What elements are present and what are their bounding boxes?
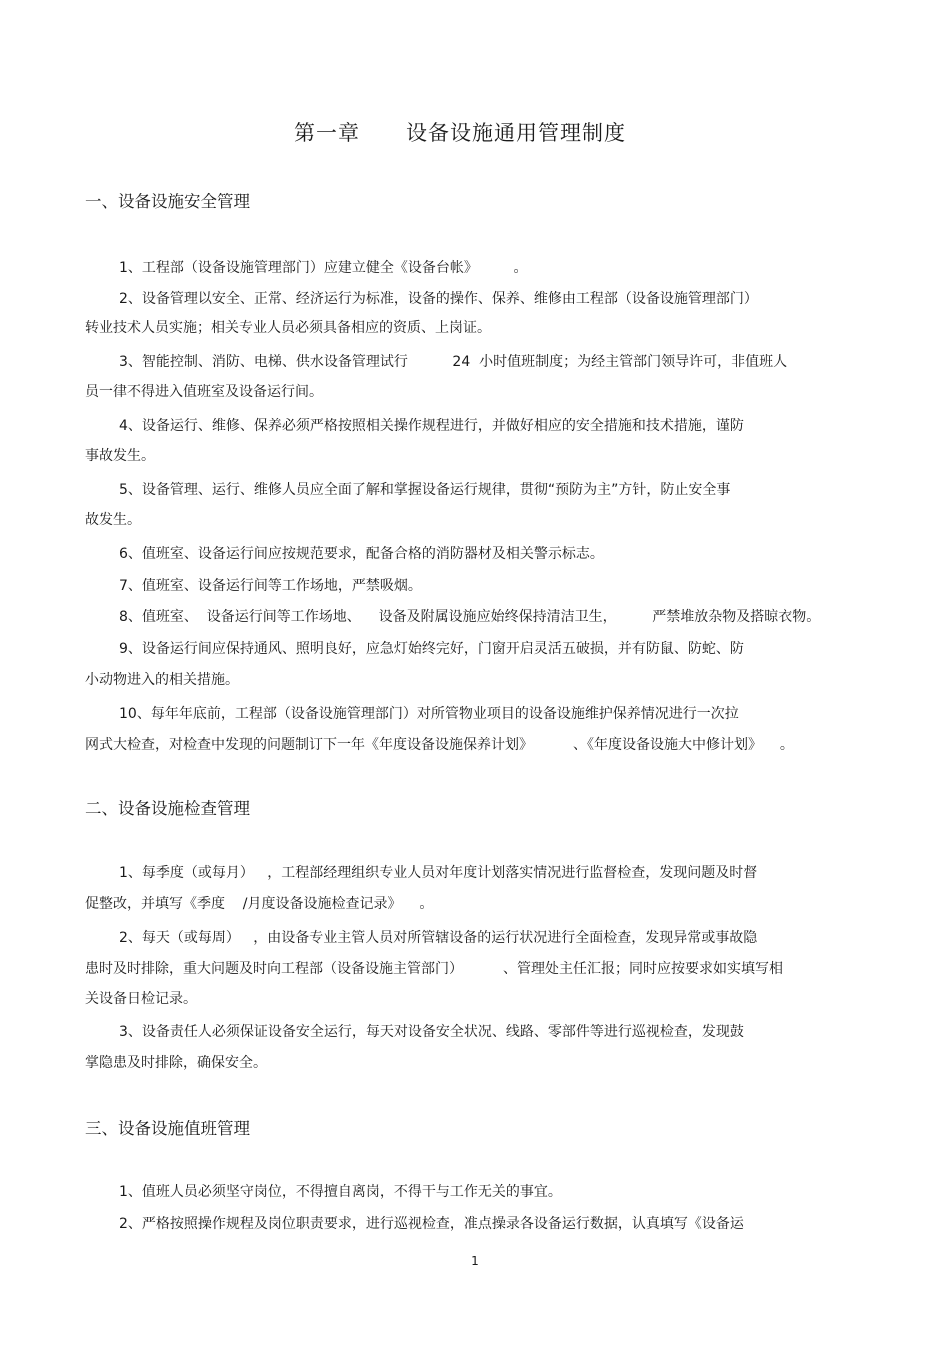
paragraph-line: 10、每年年底前，工程部（设备设施管理部门）对所管物业项目的设备设施维护保养情况进行一次拉 <box>119 706 739 722</box>
paragraph-line: 关设备日检记录。 <box>85 991 197 1007</box>
paragraph-line: 7、值班室、设备运行间等工作场地，严禁吸烟。 <box>119 578 422 594</box>
section-heading-duty: 三、设备设施值班管理 <box>85 1119 250 1138</box>
paragraph-line: 4、设备运行、维修、保养必须严格按照相关操作规程进行，并做好相应的安全措施和技术措施，谨防 <box>119 418 744 434</box>
paragraph-line: 员一律不得进入值班室及设备运行间。 <box>85 384 323 400</box>
paragraph-line: 故发生。 <box>85 512 141 528</box>
paragraph-line: 2、每天（或每周） ，由设备专业主管人员对所管辖设备的运行状况进行全面检查，发现异常或事故隐 <box>119 930 758 946</box>
paragraph-line: 事故发生。 <box>85 448 155 464</box>
paragraph-line: 1、值班人员必须坚守岗位，不得擅自离岗，不得干与工作无关的事宜。 <box>119 1184 562 1200</box>
paragraph-line: 患时及时排除，重大问题及时向工程部（设备设施主管部门） 、管理处主任汇报；同时应按要求如实填写相 <box>85 961 784 977</box>
paragraph-line: 掌隐患及时排除，确保安全。 <box>85 1055 267 1071</box>
paragraph-line: 5、设备管理、运行、维修人员应全面了解和掌握设备运行规律，贯彻“预防为主”方针，防止安全事 <box>119 482 731 498</box>
paragraph-line: 1、工程部（设备设施管理部门）应建立健全《设备台帐》 。 <box>119 260 528 276</box>
paragraph-line: 促整改，并填写《季度 /月度设备设施检查记录》 。 <box>85 896 434 912</box>
paragraph-line: 小动物进入的相关措施。 <box>85 672 239 688</box>
paragraph-line: 8、值班室、 设备运行间等工作场地、 设备及附属设施应始终保持清洁卫生， 严禁堆放杂物及搭晾衣物。 <box>119 609 821 625</box>
section-heading-safety: 一、设备设施安全管理 <box>85 192 250 211</box>
chapter-title: 第一章 设备设施通用管理制度 <box>293 121 627 145</box>
paragraph-line: 2、严格按照操作规程及岗位职责要求，进行巡视检查，准点操录各设备运行数据，认真填写《设备运 <box>119 1216 744 1232</box>
paragraph-line: 9、设备运行间应保持通风、照明良好，应急灯始终完好，门窗开启灵活五破损，并有防鼠、防蛇、防 <box>119 641 744 657</box>
section-heading-inspection: 二、设备设施检查管理 <box>85 799 250 818</box>
paragraph-line: 2、设备管理以安全、正常、经济运行为标准，设备的操作、保养、维修由工程部（设备设施管理部门） <box>119 291 758 307</box>
paragraph-line: 1、每季度（或每月） ，工程部经理组织专业人员对年度计划落实情况进行监督检查，发现问题及时督 <box>119 865 758 881</box>
paragraph-line: 转业技术人员实施；相关专业人员必须具备相应的资质、上岗证。 <box>85 320 491 336</box>
paragraph-line: 网式大检查，对检查中发现的问题制订下一年《年度设备设施保养计划》 、《年度设备设施大中修计划》 。 <box>85 737 794 753</box>
paragraph-line: 3、智能控制、消防、电梯、供水设备管理试行 24 小时值班制度；为经主管部门领导许可，非值班人 <box>119 354 788 370</box>
page-number: 1 <box>471 1254 479 1268</box>
paragraph-line: 6、值班室、设备运行间应按规范要求，配备合格的消防器材及相关警示标志。 <box>119 546 604 562</box>
paragraph-line: 3、设备责任人必须保证设备安全运行，每天对设备安全状况、线路、零部件等进行巡视检查，发现鼓 <box>119 1024 744 1040</box>
